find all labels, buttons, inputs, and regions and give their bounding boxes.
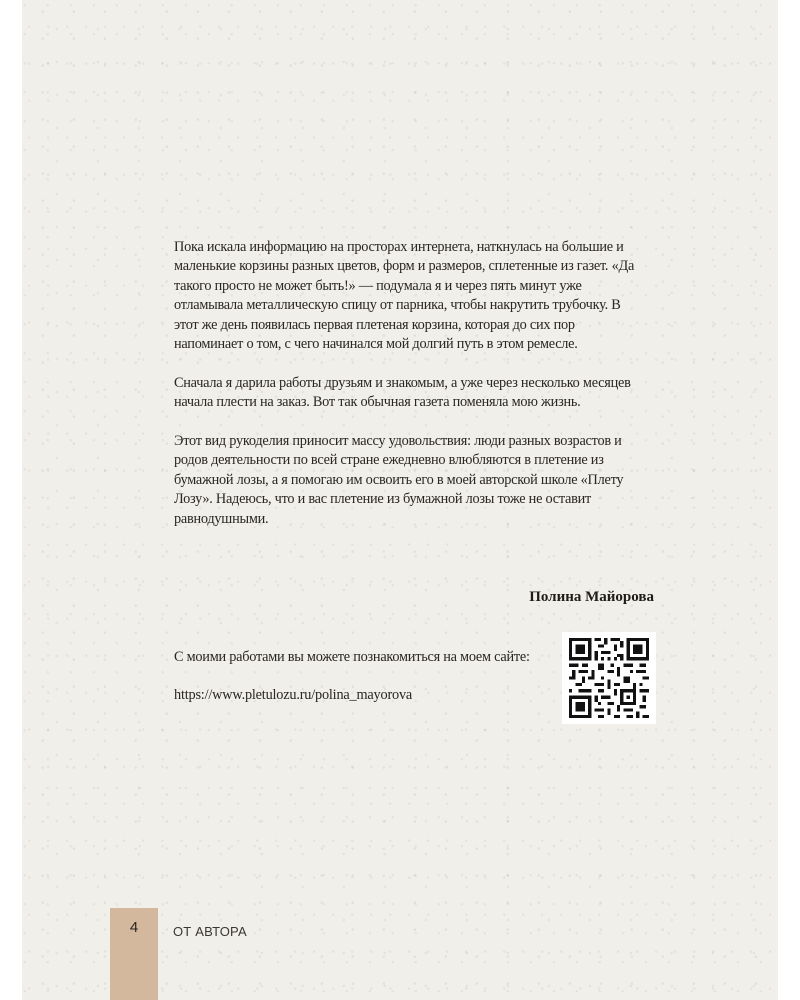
author-signature: Полина Майорова (529, 589, 654, 605)
page-number-tab (110, 908, 158, 1000)
paragraph-3: Этот вид рукоделия приносит массу удовольствия: люди разных возрастов и родов деятельности по всей стране ежедневно влюбляются в плетение из бумажной лозы, а я помогаю им освоить его в моей авторской школе «Плету Лозу». Надеюсь, что и вас плетение из бумажной лозы тоже не оставит равнодушными. (174, 433, 624, 527)
book-page (22, 0, 778, 1000)
qr-code-icon (569, 638, 649, 718)
paragraph-2: Сначала я дарила работы друзьям и знакомым, а уже через несколько месяцев начала плести на заказ. Вот так обычная газета поменяла мою жизнь. (174, 374, 631, 411)
page-number: 4 (129, 919, 139, 936)
main-text (174, 238, 644, 548)
website-link[interactable]: https://www.pletulozu.ru/polina_mayorova (174, 687, 413, 703)
website-intro-text: С моими работами вы можете познакомиться на моем сайте: (174, 649, 530, 665)
paragraph-1: Пока искала информацию на просторах интернета, наткнулась на большие и маленькие корзины разных цветов, форм и размеров, сплетенные из газет. «Да такого просто не может быть!» — подумала я и через пять минут уже отламывала металлическую спицу от парника, чтобы накрутить трубочку. В этот же день появилась первая плетеная корзина, которая до сих пор напоминает о том, с чего начинался мой долгий путь в этом ремесле. (174, 239, 635, 353)
qr-code (562, 632, 656, 724)
section-label: ОТ АВТОРА (173, 924, 247, 939)
